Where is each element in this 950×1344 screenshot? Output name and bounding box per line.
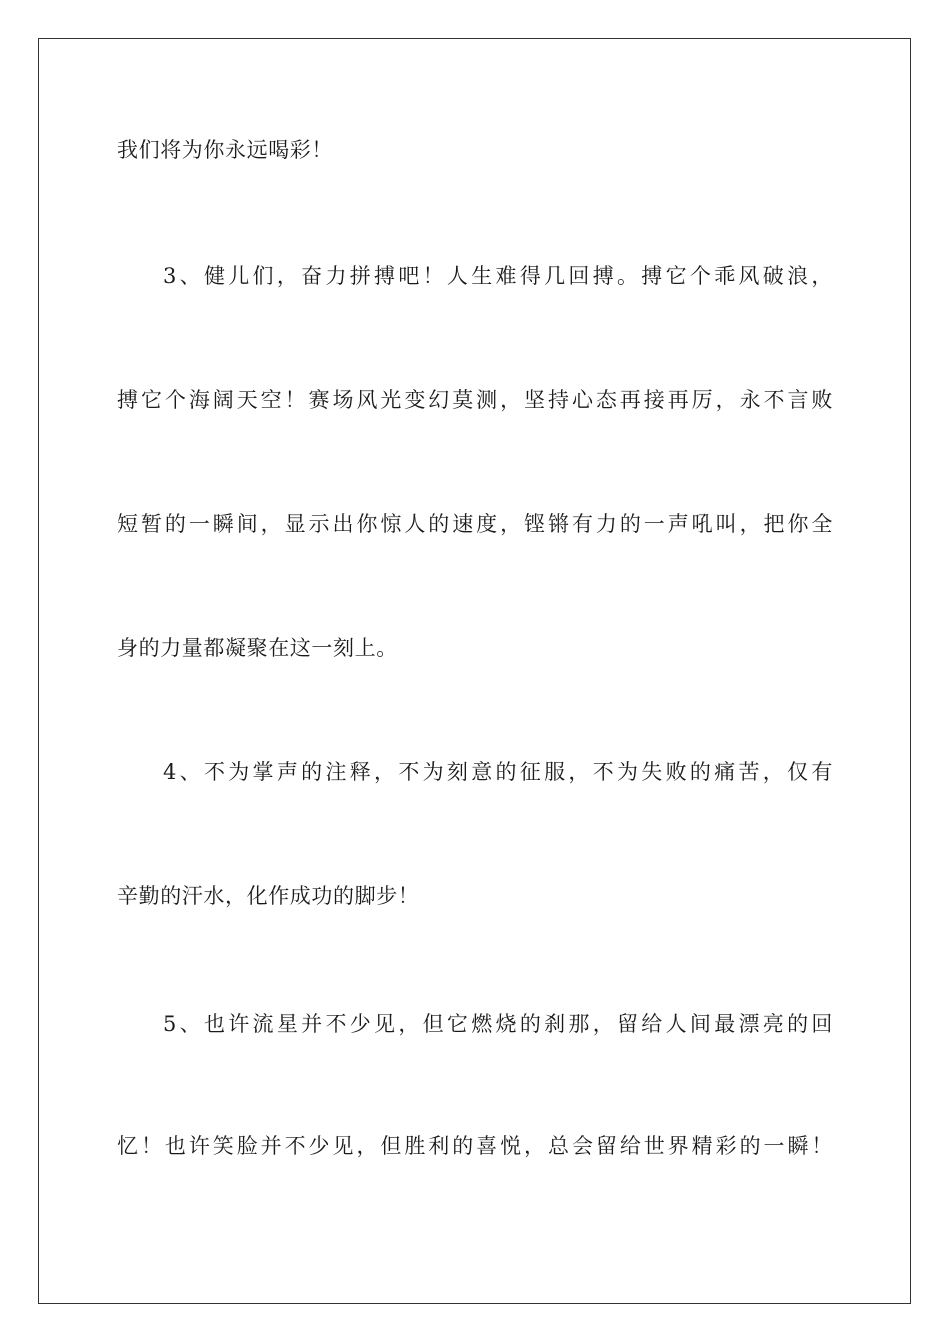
page-border (38, 38, 911, 1304)
text-line-5: 身的力量都凝聚在这一刻上。 (117, 636, 398, 660)
text-line-6: 4、不为掌声的注释，不为刻意的征服，不为失败的痛苦，仅有 (163, 760, 833, 784)
text-line-2: 3、健儿们，奋力拼搏吧！人生难得几回搏。搏它个乖风破浪， (163, 264, 833, 288)
text-line-7: 辛勤的汗水，化作成功的脚步！ (117, 884, 420, 908)
text-line-4: 短暂的一瞬间，显示出你惊人的速度，铿锵有力的一声吼叫，把你全 (117, 512, 833, 536)
text-line-8: 5、也许流星并不少见，但它燃烧的刹那，留给人间最漂亮的回 (163, 1012, 833, 1036)
text-line-1: 我们将为你永远喝彩！ (117, 138, 333, 162)
text-line-9: 忆！也许笑脸并不少见，但胜利的喜悦，总会留给世界精彩的一瞬！ (117, 1134, 833, 1158)
text-line-3: 搏它个海阔天空！赛场风光变幻莫测，坚持心态再接再厉，永不言败 (117, 388, 833, 412)
